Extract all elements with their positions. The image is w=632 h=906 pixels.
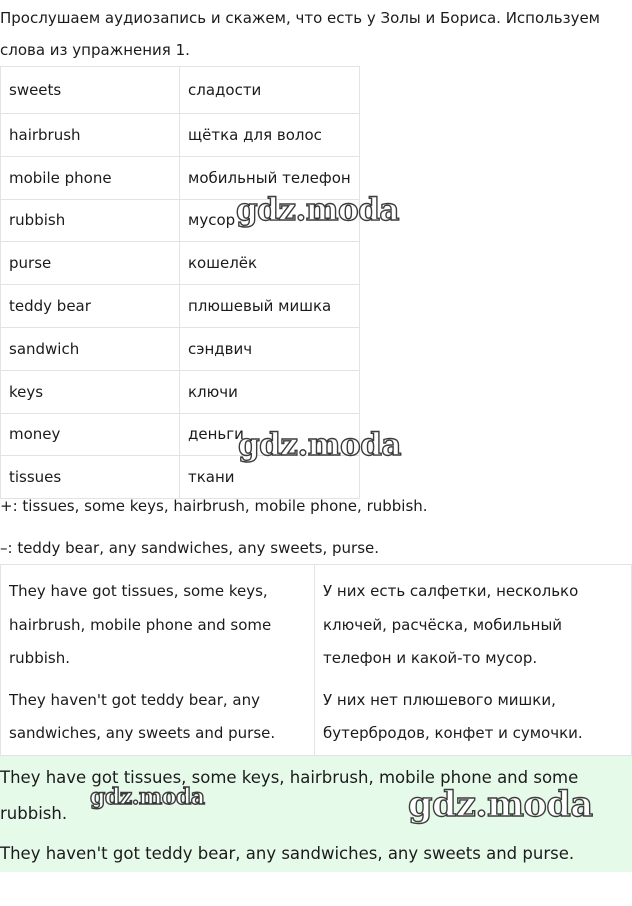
word-russian: сэндвич <box>180 327 360 370</box>
word-english: sandwich <box>1 327 180 370</box>
word-english: mobile phone <box>1 156 180 199</box>
word-russian: мусор <box>180 199 360 242</box>
word-russian: мобильный телефон <box>180 156 360 199</box>
table-row <box>1 413 360 456</box>
word-russian: кошелёк <box>180 242 360 285</box>
word-english: hairbrush <box>1 114 180 157</box>
answer-block <box>0 756 632 872</box>
russian-sentences-cell <box>315 565 632 756</box>
answer-line-hasnt: They haven't got teddy bear, any sandwiches, any sweets and purse. <box>0 844 575 863</box>
vocabulary-table <box>0 66 360 499</box>
word-russian: сладости <box>180 67 360 114</box>
table-row <box>1 370 360 413</box>
word-russian: ткани <box>180 456 360 499</box>
sentence-hasnt-english: They haven't got teddy bear, any sandwiches, any sweets and purse. <box>9 690 276 742</box>
word-english: rubbish <box>1 199 180 242</box>
watermark-logo: gdz.moda <box>236 192 399 228</box>
word-english: tissues <box>1 456 180 499</box>
table-row <box>1 199 360 242</box>
intro-text: Прослушаем аудиозапись и скажем, что есть у Золы и Бориса. Используем слова из упражнения 1. <box>0 9 600 59</box>
table-row <box>1 285 360 328</box>
sentence-has-english: They have got tissues, some keys, hairbrush, mobile phone and some rubbish. <box>9 582 272 667</box>
table-row <box>1 156 360 199</box>
table-row <box>1 242 360 285</box>
word-english: sweets <box>1 67 180 114</box>
hasnt-items-line: –: teddy bear, any sandwiches, any sweets, purse. <box>0 539 380 557</box>
sentence-has-russian: У них есть салфетки, несколько ключей, расчёска, мобильный телефон и какой-то мусор. <box>323 582 579 667</box>
word-russian: ключи <box>180 370 360 413</box>
sentence-hasnt-russian: У них нет плюшевого мишки, бутербродов, конфет и сумочки. <box>323 690 583 742</box>
watermark-logo: gdz.moda <box>408 784 593 825</box>
answer-line-has: They have got tissues, some keys, hairbrush, mobile phone and some rubbish. <box>0 768 579 823</box>
table-row <box>1 327 360 370</box>
table-row <box>1 456 360 499</box>
watermark-logo: gdz.moda <box>238 427 401 463</box>
word-english: purse <box>1 242 180 285</box>
sentences-table <box>0 564 632 756</box>
word-english: keys <box>1 370 180 413</box>
word-russian: деньги <box>180 413 360 456</box>
watermark-logo: gdz.moda <box>90 784 205 810</box>
word-russian: плюшевый мишка <box>180 285 360 328</box>
table-row <box>1 67 360 114</box>
english-sentences-cell <box>1 565 315 756</box>
table-row <box>1 565 632 756</box>
word-english: money <box>1 413 180 456</box>
word-russian: щётка для волос <box>180 114 360 157</box>
word-english: teddy bear <box>1 285 180 328</box>
table-row <box>1 114 360 157</box>
has-items-line: +: tissues, some keys, hairbrush, mobile phone, rubbish. <box>0 497 428 515</box>
